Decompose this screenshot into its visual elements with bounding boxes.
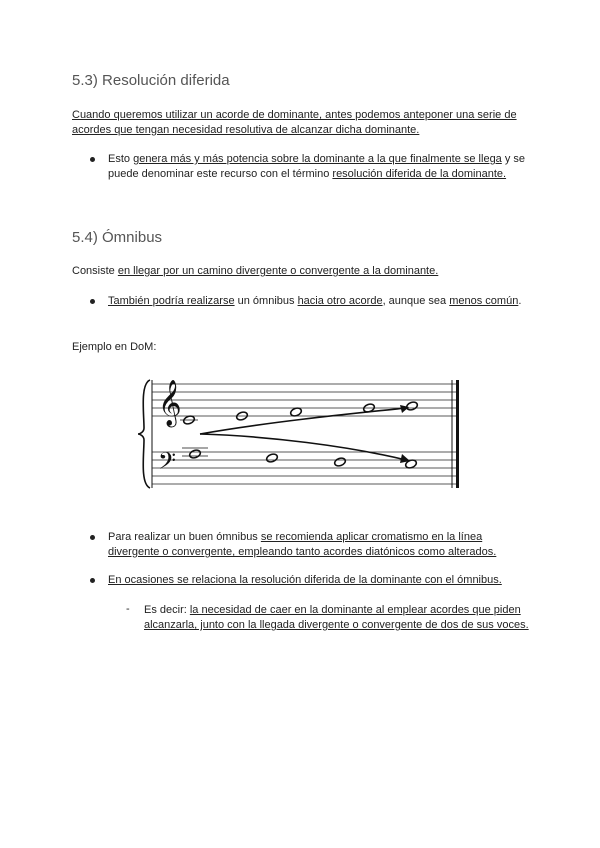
bass-clef: 𝄢 [158,447,177,480]
bullet-dot [90,578,95,583]
brace [138,380,150,488]
bullet-dot [90,299,95,304]
music-score-example [138,370,464,496]
sub-bullet-dash: - [126,603,130,615]
example-label: Ejemplo en DoM: [72,341,157,353]
bullet-cromatismo: Para realizar un buen ómnibus se recomienda aplicar cromatismo en la línea divergente o convergente, empleando tanto acordes diatónicos como alterados. [108,531,497,558]
bullet-relacion: En ocasiones se relaciona la resolución diferida de la dominante con el ómnibus. [108,574,502,586]
treble-notes [180,401,418,426]
section-heading-resolucion: 5.3) Resolución diferida [72,72,230,89]
bullet-resolucion: Esto genera más y más potencia sobre la dominante a la que finalmente se llega y se puede denominar este recurso con el término resolución diferida de la dominante. [108,153,526,180]
bass-notes [182,448,417,469]
treble-clef: 𝄞 [158,380,182,426]
bullet-dot [90,535,95,540]
section-heading-omnibus: 5.4) Ómnibus [72,229,163,246]
paragraph-omnibus: Consiste en llegar por un camino divergente o convergente a la dominante. [72,265,439,277]
treble-staff [152,384,456,416]
bullet-omnibus: También podría realizarse un ómnibus hacia otro acorde, aunque sea menos común. [108,295,522,307]
paragraph-resolucion: Cuando queremos utilizar un acorde de dominante, antes podemos anteponer una serie de acordes que tengan necesidad resolutiva de alcanzar dicha dominante. [72,109,517,136]
sub-bullet-es-decir: Es decir: la necesidad de caer en la dominante al emplear acordes que piden alcanzarla, junto con la llegada divergente o convergente de dos de sus voces. [144,604,529,631]
bullet-dot [90,157,95,162]
